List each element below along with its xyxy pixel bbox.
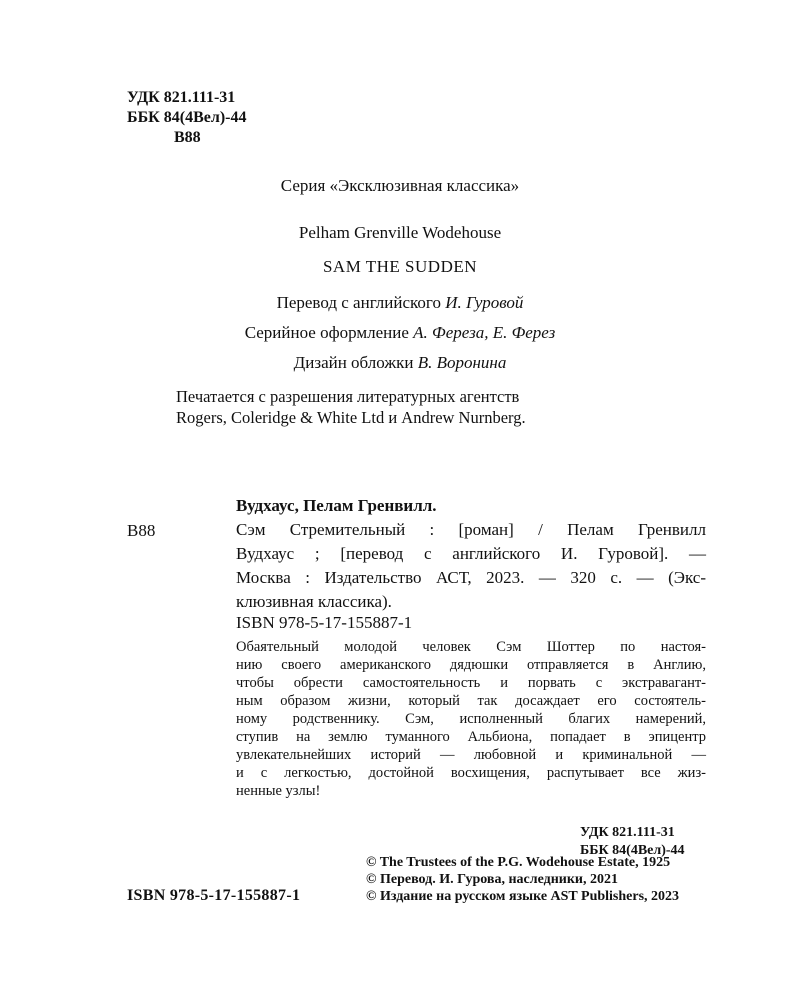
cover-credit xyxy=(0,353,800,373)
abstract-line: Обаятельный молодой человек Сэм Шоттер по настоя- xyxy=(236,639,706,655)
bbk-code: ББК 84(4Вел)-44 xyxy=(580,843,685,858)
series-name: Серия «Эксклюзивная классика» xyxy=(280,176,520,195)
author-mark: В88 xyxy=(174,129,201,146)
permission-line: Печатается с разрешения литературных агентств xyxy=(176,387,520,406)
credit-label: Дизайн обложки xyxy=(293,353,414,372)
credit-label: Перевод с английского xyxy=(276,293,441,312)
isbn-footer: ISBN 978-5-17-155887-1 xyxy=(127,887,301,904)
bbk-code: ББК 84(4Вел)-44 xyxy=(127,109,247,126)
abstract-line: и с легкостью, достойной восхищения, распутывает все жиз- xyxy=(236,765,706,781)
credit-name: И. Гуровой xyxy=(445,293,524,312)
abstract-line: увлекательнейших историй — любовной и криминальной — xyxy=(236,747,706,763)
copyright-line: © The Trustees of the P.G. Wodehouse Estate, 1925 xyxy=(366,855,671,870)
copyright-line: © Перевод. И. Гурова, наследники, 2021 xyxy=(366,872,618,887)
bibliographic-isbn: ISBN 978-5-17-155887-1 xyxy=(236,613,413,632)
bibliographic-description xyxy=(236,518,706,614)
abstract-line: нию своего американского дядюшки отправляется в Англию, xyxy=(236,657,706,673)
translation-credit xyxy=(0,293,800,313)
abstract-line: ненные узлы! xyxy=(236,783,321,799)
copyright-notices xyxy=(366,854,679,905)
bibliographic-line: Москва : Издательство АСТ, 2023. — 320 с. — (Экс- xyxy=(236,568,706,587)
credit-name: В. Воронина xyxy=(417,353,507,372)
permission-notice xyxy=(176,386,526,428)
bibliographic-mark: В88 xyxy=(127,521,156,540)
classification-codes xyxy=(127,88,247,148)
abstract-line: ным образом жизни, который так досаждает его состоятель- xyxy=(236,693,706,709)
original-author: Pelham Grenville Wodehouse xyxy=(298,223,502,242)
abstract-line: чтобы обрести самостоятельность и порвать с экстравагант- xyxy=(236,675,706,691)
abstract-line: ному родственнику. Сэм, исполненный благих намерений, xyxy=(236,711,706,727)
bibliographic-heading: Вудхаус, Пелам Гренвилл. xyxy=(236,496,437,515)
book-abstract xyxy=(236,638,706,800)
bibliographic-line: Сэм Стремительный : [роман] / Пелам Гренвилл xyxy=(236,520,706,539)
udk-code: УДК 821.111-31 xyxy=(127,89,236,106)
udk-code: УДК 821.111-31 xyxy=(580,825,675,840)
permission-line: Rogers, Coleridge & White Ltd и Andrew Nurnberg. xyxy=(176,408,526,427)
copyright-line: © Издание на русском языке AST Publishers, 2023 xyxy=(366,889,680,904)
abstract-line: ступив на землю туманного Альбиона, попадает в эпицентр xyxy=(236,729,706,745)
bibliographic-line: Вудхаус ; [перевод с английского И. Гуровой]. — xyxy=(236,544,706,563)
credit-label: Серийное оформление xyxy=(244,323,409,342)
design-credit xyxy=(0,323,800,343)
original-title: SAM THE SUDDEN xyxy=(322,257,478,276)
credit-name: А. Фереза, Е. Ферез xyxy=(413,323,556,342)
bibliographic-line: клюзивная классика). xyxy=(236,592,392,611)
